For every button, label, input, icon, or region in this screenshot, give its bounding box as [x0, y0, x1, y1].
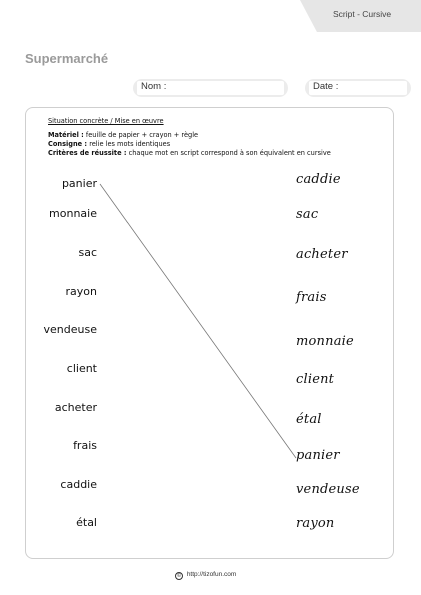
script-word[interactable]: frais [73, 439, 97, 452]
cursive-word[interactable]: caddie [296, 172, 341, 187]
nom-label: Nom : [141, 81, 167, 92]
script-word[interactable]: étal [76, 516, 97, 529]
cursive-word[interactable]: frais [296, 290, 327, 305]
materiel-label: Matériel : [48, 131, 84, 139]
cursive-word[interactable]: sac [296, 207, 319, 222]
page-title: Supermarché [25, 51, 109, 66]
script-word[interactable]: monnaie [49, 207, 97, 220]
script-word[interactable]: panier [61, 177, 97, 190]
cursive-word[interactable]: panier [296, 448, 340, 463]
cursive-word[interactable]: étal [296, 412, 322, 427]
cursive-word[interactable]: monnaie [296, 334, 354, 349]
materiel-text: feuille de papier + crayon + règle [85, 131, 199, 139]
cursive-word[interactable]: acheter [296, 247, 348, 262]
nom-field[interactable] [133, 79, 288, 97]
script-word[interactable]: sac [78, 246, 97, 259]
cursive-word[interactable]: client [296, 372, 335, 387]
script-word[interactable]: vendeuse [43, 323, 97, 336]
copyright-icon: © [176, 573, 182, 579]
footer [175, 571, 236, 580]
script-word[interactable]: client [66, 362, 97, 375]
cursive-word[interactable]: vendeuse [296, 482, 360, 497]
criteres-label: Critères de réussite : [48, 149, 127, 157]
consigne-line [48, 140, 331, 149]
consigne-text: relie les mots identiques [89, 140, 171, 148]
date-field[interactable] [305, 79, 411, 97]
cursive-word[interactable]: rayon [296, 516, 335, 531]
script-word[interactable]: caddie [60, 478, 97, 491]
script-word[interactable]: acheter [54, 401, 97, 414]
category-tab-label: Script - Cursive [333, 9, 392, 19]
footer-url[interactable]: http://tizofun.com [186, 571, 237, 578]
criteres-line [48, 149, 331, 158]
criteres-text: chaque mot en script correspond à son équivalent en cursive [128, 149, 331, 157]
situation-heading: Situation concrète / Mise en œuvre [48, 117, 164, 125]
script-word[interactable]: rayon [65, 285, 97, 298]
date-label: Date : [313, 81, 339, 92]
instructions [48, 117, 331, 158]
consigne-label: Consigne : [48, 140, 88, 148]
materiel-line [48, 131, 331, 140]
